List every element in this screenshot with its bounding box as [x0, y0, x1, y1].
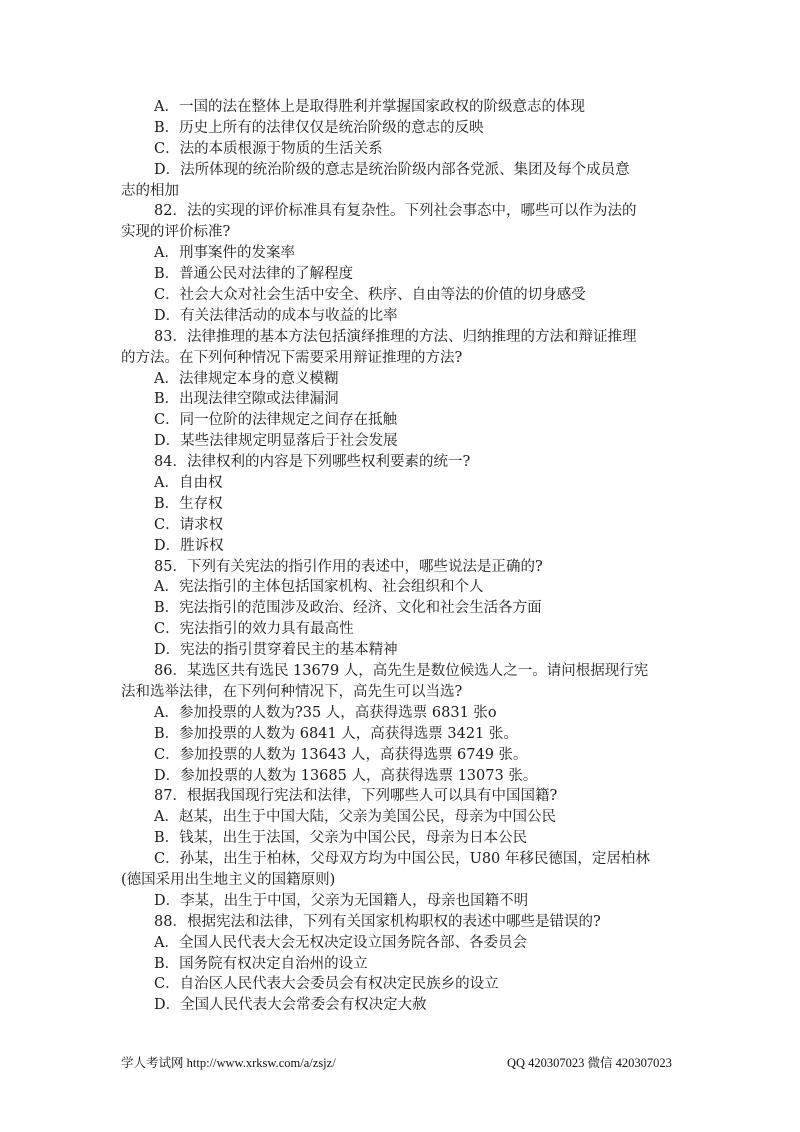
footer-contact: QQ 420307023 微信 420307023	[507, 1056, 672, 1070]
answer-option: A．全国人民代表大会无权决定设立国务院各部、各委员会	[154, 934, 527, 951]
answer-option: B．普通公民对法律的了解程度	[154, 266, 354, 283]
question-stem: 85．下列有关宪法的指引作用的表述中，哪些说法是正确的?	[154, 558, 543, 575]
answer-option: C．自治区人民代表大会委员会有权决定民族乡的设立	[154, 976, 499, 993]
answer-option: D．参加投票的人数为 13685 人，高获得选票 13073 张。	[154, 767, 538, 784]
footer-site-link[interactable]: 学人考试网 http://www.xrksw.com/a/zsjz/	[121, 1056, 336, 1070]
text-continuation: 志的相加	[121, 182, 179, 199]
answer-option: B．出现法律空隙或法律漏洞	[154, 391, 339, 408]
answer-option: C．法的本质根源于物质的生活关系	[154, 140, 383, 157]
text-continuation: 法和选举法律，在下列何种情况下，高先生可以当选?	[121, 683, 463, 700]
answer-option: D．有关法律活动的成本与收益的比率	[154, 307, 398, 324]
answer-option: A．法律规定本身的意义模糊	[154, 370, 339, 387]
question-stem: 87．根据我国现行宪法和法律，下列哪些人可以具有中国国籍?	[154, 788, 558, 805]
answer-option: A．宪法指引的主体包括国家机构、社会组织和个人	[154, 579, 484, 596]
answer-option: D．法所体现的统治阶级的意志是统治阶级内部各党派、集团及每个成员意	[154, 161, 630, 178]
answer-option: B．参加投票的人数为 6841 人，高获得选票 3421 张。	[154, 725, 518, 742]
answer-option: B．钱某，出生于法国，父亲为中国公民，母亲为日本公民	[154, 830, 528, 847]
answer-option: B．生存权	[154, 495, 223, 512]
answer-option: C．请求权	[154, 516, 224, 533]
answer-option: C．社会大众对社会生活中安全、秩序、自由等法的价值的切身感受	[154, 287, 586, 304]
answer-option: B．历史上所有的法律仅仅是统治阶级的意志的反映	[154, 119, 484, 136]
answer-option: D．李某，出生于中国，父亲为无国籍人，母亲也国籍不明	[154, 892, 529, 909]
answer-option: D．胜诉权	[154, 537, 224, 554]
answer-option: C．宪法指引的效力具有最高性	[154, 621, 354, 638]
question-stem: 83．法律推理的基本方法包括演绎推理的方法、归纳推理的方法和辩证推理	[154, 328, 637, 345]
answer-option: A．一国的法在整体上是取得胜利并掌握国家政权的阶级意志的体现	[154, 99, 585, 115]
answer-option: D．某些法律规定明显落后于社会发展	[154, 433, 398, 450]
text-continuation: 实现的评价标准?	[121, 224, 231, 241]
text-continuation: (德国采用出生地主义的国籍原则)	[121, 871, 336, 888]
answer-option: A．参加投票的人数为?35 人，高获得选票 6831 张o	[154, 704, 497, 721]
answer-option: A．自由权	[154, 475, 223, 492]
question-stem: 88．根据宪法和法律，下列有关国家机构职权的表述中哪些是错误的?	[154, 913, 601, 930]
question-stem: 84．法律权利的内容是下列哪些权利要素的统一?	[154, 454, 471, 471]
text-continuation: 的方法。在下列何种情况下需要采用辩证推理的方法?	[121, 349, 463, 366]
answer-option: C．参加投票的人数为 13643 人，高获得选票 6749 张。	[154, 746, 528, 763]
answer-option: D．全国人民代表大会常委会有权决定大赦	[154, 997, 427, 1014]
answer-option: B．国务院有权决定自治州的设立	[154, 955, 368, 972]
answer-option: A．赵某，出生于中国大陆，父亲为美国公民，母亲为中国公民	[154, 809, 556, 826]
answer-option: C．孙某，出生于柏林，父母双方均为中国公民，U80 年移民德国，定居柏林	[154, 851, 650, 868]
answer-option: D．宪法的指引贯穿着民主的基本精神	[154, 642, 398, 659]
answer-option: C．同一位阶的法律规定之间存在抵触	[154, 412, 398, 429]
question-stem: 82．法的实现的评价标准具有复杂性。下列社会事态中，哪些可以作为法的	[154, 203, 637, 220]
answer-option: B．宪法指引的范围涉及政治、经济、文化和社会生活各方面	[154, 600, 542, 617]
question-stem: 86．某选区共有选民 13679 人，高先生是数位候选人之一。请问根据现行宪	[154, 663, 649, 680]
answer-option: A．刑事案件的发案率	[154, 245, 295, 262]
document-body	[121, 97, 687, 1016]
